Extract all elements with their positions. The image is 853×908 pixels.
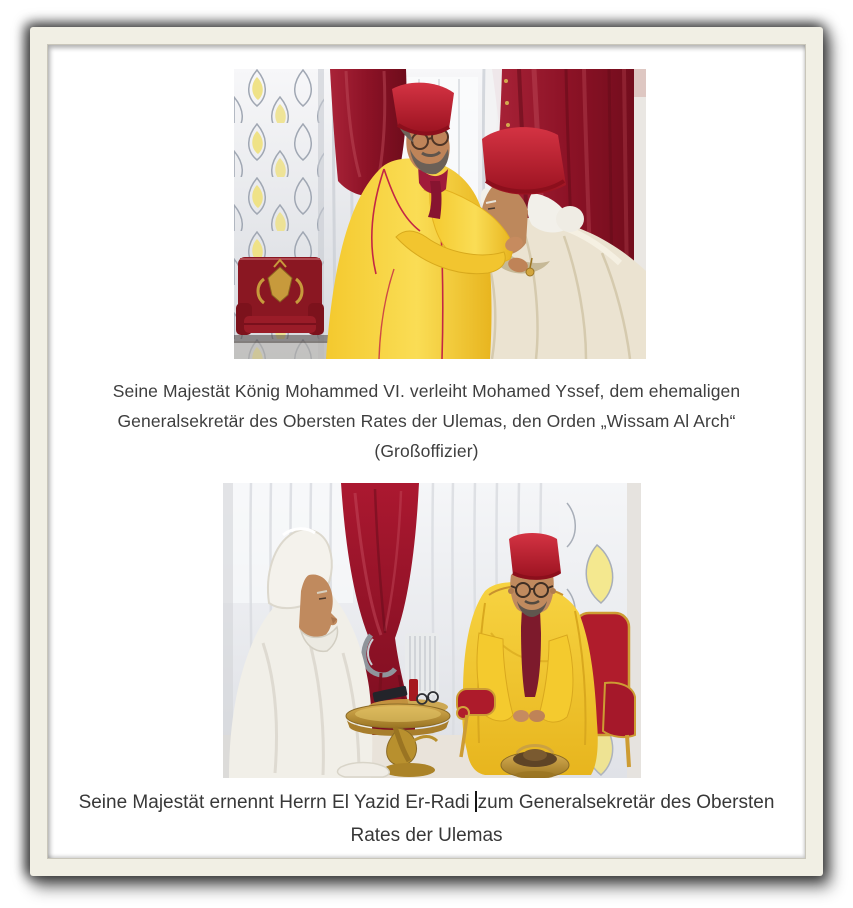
caption-appointment-before-cursor: Seine Majestät ernennt Herrn El Yazid Er-Radi: [78, 792, 470, 813]
right-edge-drape-top: [634, 69, 646, 97]
caption-award-line-2: Generalsekretär des Obersten Rates der Ulemas, den Orden „Wissam Al Arch“: [117, 411, 736, 431]
text-cursor: [475, 791, 477, 812]
framed-page: [30, 27, 823, 876]
photo-appointment-audience[interactable]: [223, 483, 641, 778]
caption-award-line-3: (Großoffizier): [374, 441, 479, 461]
king-fez-2: [509, 533, 561, 579]
caption-appointment-line-1: [48, 786, 805, 819]
page-mat: [47, 44, 806, 859]
royal-armchair: [234, 257, 328, 343]
photo-appointment-audience-graphic: [223, 483, 641, 778]
caption-appointment-after-cursor: zum Generalsekretär des Obersten: [477, 792, 775, 813]
caption-award-line-1: Seine Majestät König Mohammed VI. verleiht Mohamed Yssef, dem ehemaligen: [112, 381, 741, 401]
photo-award-ceremony-graphic: [234, 69, 646, 359]
medal: [526, 268, 534, 276]
photo-award-ceremony[interactable]: [234, 69, 646, 359]
caption-award: [48, 376, 805, 466]
caption-appointment-line-2: Rates der Ulemas: [350, 825, 503, 846]
caption-appointment: [48, 786, 805, 852]
